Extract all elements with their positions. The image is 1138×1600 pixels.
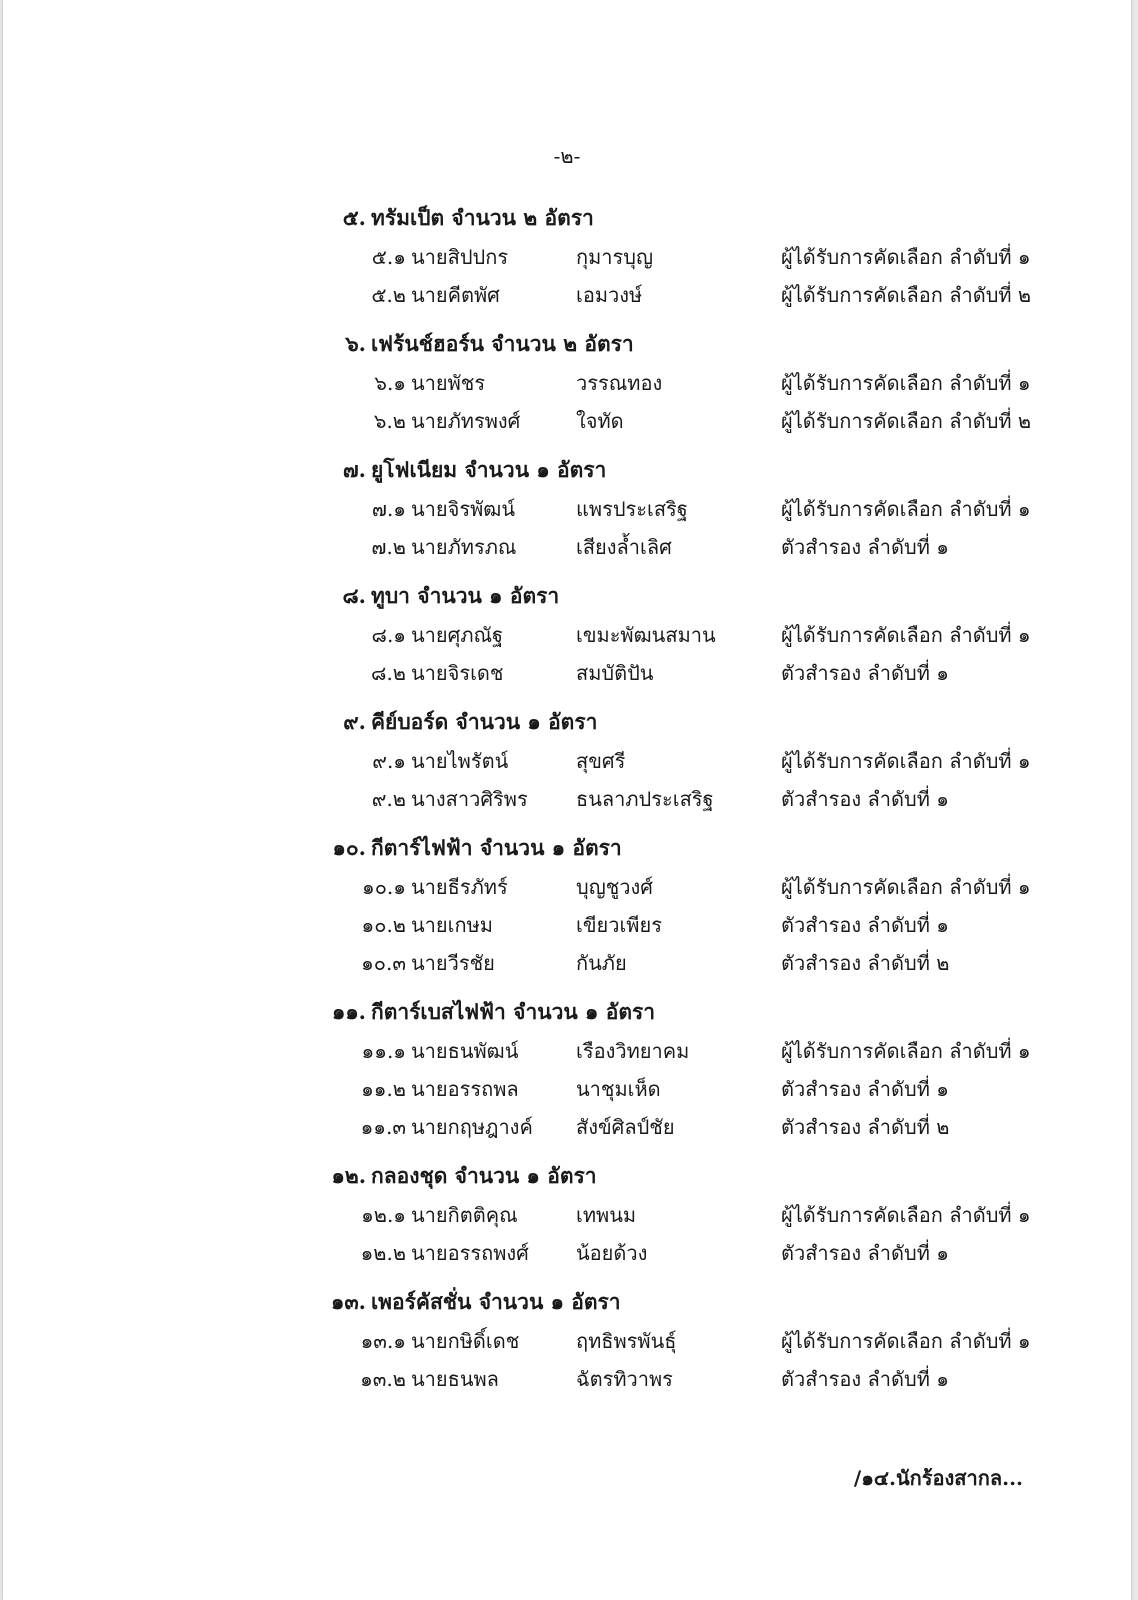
candidate-last-name: ฉัตรทิวาพร (576, 1367, 673, 1391)
candidate-row (3, 1234, 1131, 1272)
candidate-row (3, 742, 1131, 780)
candidate-row (3, 1070, 1131, 1108)
position-section (3, 198, 1131, 314)
section-number: ๕. (342, 205, 366, 230)
candidate-first-name: นายจิรเดช (411, 661, 504, 685)
candidate-number: ๕.๒ (371, 283, 406, 307)
candidate-number: ๑๒.๒ (360, 1241, 406, 1265)
candidate-row (3, 1032, 1131, 1070)
section-title: ยูโฟเนียม จำนวน ๑ อัตรา (371, 457, 607, 482)
candidate-last-name: สังข์ศิลป์ชัย (576, 1115, 675, 1139)
candidate-status: ตัวสำรอง ลำดับที่ ๑ (781, 1077, 949, 1101)
candidate-first-name: นายภัทรพงศ์ (411, 409, 521, 433)
section-heading (3, 324, 1131, 364)
candidate-row (3, 1322, 1131, 1360)
candidate-last-name: นาชุมเห็ด (576, 1077, 661, 1101)
candidate-first-name: นายจิรพัฒน์ (411, 497, 516, 521)
candidate-row (3, 490, 1131, 528)
candidate-first-name: นายกิตติคุณ (411, 1203, 518, 1227)
candidate-status: ผู้ได้รับการคัดเลือก ลำดับที่ ๑ (781, 371, 1031, 395)
candidate-last-name: วรรณทอง (576, 371, 663, 395)
candidate-first-name: นายไพรัตน์ (411, 749, 509, 773)
candidate-status: ผู้ได้รับการคัดเลือก ลำดับที่ ๑ (781, 749, 1031, 773)
position-section (3, 324, 1131, 440)
section-number: ๘. (342, 583, 366, 608)
section-heading (3, 576, 1131, 616)
candidate-last-name: เขียวเพียร (576, 913, 662, 937)
candidate-number: ๗.๑ (371, 497, 406, 521)
candidate-status: ตัวสำรอง ลำดับที่ ๒ (781, 951, 950, 975)
section-title: กีตาร์ไฟฟ้า จำนวน ๑ อัตรา (371, 835, 622, 860)
section-number: ๑๑. (332, 999, 366, 1024)
candidate-first-name: นายธนพัฒน์ (411, 1039, 519, 1063)
candidate-number: ๖.๒ (373, 409, 406, 433)
section-number: ๗. (342, 457, 366, 482)
candidate-number: ๙.๒ (371, 787, 406, 811)
candidate-last-name: สุขศรี (576, 749, 626, 773)
candidate-first-name: นายเกษม (411, 913, 493, 937)
candidate-last-name: แพรประเสริฐ (576, 497, 688, 521)
candidate-last-name: กุมารบุญ (576, 245, 654, 269)
candidate-row (3, 364, 1131, 402)
page-number: -๒- (553, 144, 581, 168)
candidate-last-name: ใจทัด (576, 409, 624, 433)
section-title: ทูบา จำนวน ๑ อัตรา (371, 583, 560, 608)
candidate-status: ตัวสำรอง ลำดับที่ ๑ (781, 535, 949, 559)
candidate-status: ผู้ได้รับการคัดเลือก ลำดับที่ ๑ (781, 1203, 1031, 1227)
section-title: เพอร์คัสชั่น จำนวน ๑ อัตรา (371, 1289, 621, 1314)
candidate-last-name: เทพนม (576, 1203, 637, 1227)
candidate-first-name: นายสิปปกร (411, 245, 509, 269)
candidate-status: ผู้ได้รับการคัดเลือก ลำดับที่ ๑ (781, 875, 1031, 899)
candidate-number: ๖.๑ (374, 371, 406, 395)
candidate-first-name: นายอรรถพงศ์ (411, 1241, 529, 1265)
candidate-first-name: นายวีรชัย (411, 951, 495, 975)
candidate-status: ตัวสำรอง ลำดับที่ ๒ (781, 1115, 950, 1139)
candidate-row (3, 402, 1131, 440)
document-page (3, 0, 1131, 1600)
candidate-status: ผู้ได้รับการคัดเลือก ลำดับที่ ๑ (781, 497, 1031, 521)
candidate-number: ๕.๑ (371, 245, 406, 269)
section-number: ๑๒. (331, 1163, 366, 1188)
section-number: ๑๓. (331, 1289, 366, 1314)
candidate-first-name: นายกฤษฎางค์ (411, 1115, 533, 1139)
candidate-row (3, 868, 1131, 906)
section-heading (3, 1282, 1131, 1322)
candidate-row (3, 780, 1131, 818)
candidate-row (3, 276, 1131, 314)
candidate-status: ผู้ได้รับการคัดเลือก ลำดับที่ ๑ (781, 1329, 1031, 1353)
candidate-number: ๑๓.๒ (360, 1367, 406, 1391)
candidate-row (3, 944, 1131, 982)
section-number: ๙. (343, 709, 366, 734)
section-title: เฟร้นช์ฮอร์น จำนวน ๒ อัตรา (371, 331, 634, 356)
candidate-first-name: นายพัชร (411, 371, 486, 395)
section-heading (3, 450, 1131, 490)
candidate-row (3, 1196, 1131, 1234)
candidate-first-name: นางสาวศิริพร (411, 787, 528, 811)
candidate-first-name: นายคีตพัศ (411, 283, 500, 307)
candidate-row (3, 528, 1131, 566)
candidate-row (3, 906, 1131, 944)
candidate-status: ผู้ได้รับการคัดเลือก ลำดับที่ ๑ (781, 245, 1031, 269)
candidate-last-name: ธนลาภประเสริฐ (576, 787, 714, 811)
candidate-last-name: เสียงล้ำเลิศ (576, 535, 672, 559)
candidate-status: ผู้ได้รับการคัดเลือก ลำดับที่ ๑ (781, 1039, 1031, 1063)
position-section (3, 702, 1131, 818)
candidate-number: ๑๑.๓ (360, 1115, 406, 1139)
candidate-row (3, 1108, 1131, 1146)
candidate-last-name: เรืองวิทยาคม (576, 1039, 690, 1063)
candidate-number: ๘.๑ (371, 623, 406, 647)
candidate-row (3, 616, 1131, 654)
candidate-row (3, 238, 1131, 276)
candidate-status: ตัวสำรอง ลำดับที่ ๑ (781, 661, 949, 685)
section-number: ๑๐. (332, 835, 366, 860)
section-heading (3, 198, 1131, 238)
position-section (3, 450, 1131, 566)
section-heading (3, 702, 1131, 742)
candidate-number: ๑๑.๑ (361, 1039, 406, 1063)
candidate-row (3, 1360, 1131, 1398)
candidate-last-name: ฤทธิพรพันธุ์ (576, 1329, 677, 1353)
candidate-first-name: นายธีรภัทร์ (411, 875, 508, 899)
candidate-last-name: เขมะพัฒนสมาน (576, 623, 716, 647)
section-title: คีย์บอร์ด จำนวน ๑ อัตรา (371, 709, 598, 734)
candidate-last-name: บุญชูวงศ์ (576, 875, 654, 899)
section-heading (3, 828, 1131, 868)
section-heading (3, 1156, 1131, 1196)
candidate-status: ตัวสำรอง ลำดับที่ ๑ (781, 787, 949, 811)
position-section (3, 1282, 1131, 1398)
candidate-number: ๑๐.๓ (361, 951, 406, 975)
candidate-status: ตัวสำรอง ลำดับที่ ๑ (781, 913, 949, 937)
position-section (3, 992, 1131, 1146)
candidate-first-name: นายกษิดิ์เดช (411, 1329, 520, 1353)
candidate-number: ๑๓.๑ (360, 1329, 406, 1353)
candidate-first-name: นายอรรถพล (411, 1077, 519, 1101)
candidate-last-name: กันภัย (576, 951, 627, 975)
candidate-row (3, 654, 1131, 692)
candidate-last-name: เอมวงษ์ (576, 283, 643, 307)
candidate-number: ๑๐.๑ (362, 875, 406, 899)
candidate-number: ๙.๑ (372, 749, 406, 773)
section-title: กีตาร์เบสไฟฟ้า จำนวน ๑ อัตรา (371, 999, 656, 1024)
selection-list (3, 198, 1131, 1408)
position-section (3, 576, 1131, 692)
candidate-last-name: น้อยด้วง (576, 1241, 648, 1265)
candidate-last-name: สมบัติปัน (576, 661, 654, 685)
position-section (3, 828, 1131, 982)
candidate-number: ๘.๒ (371, 661, 406, 685)
candidate-first-name: นายภัทรภณ (411, 535, 517, 559)
section-number: ๖. (345, 331, 366, 356)
candidate-first-name: นายศุภณัฐ (411, 623, 504, 647)
candidate-number: ๑๐.๒ (361, 913, 406, 937)
candidate-number: ๑๒.๑ (361, 1203, 406, 1227)
candidate-status: ตัวสำรอง ลำดับที่ ๑ (781, 1241, 949, 1265)
candidate-first-name: นายธนพล (411, 1367, 499, 1391)
candidate-status: ผู้ได้รับการคัดเลือก ลำดับที่ ๒ (781, 409, 1032, 433)
position-section (3, 1156, 1131, 1272)
continuation-note: /๑๔.นักร้องสากล... (853, 1466, 1023, 1490)
candidate-number: ๑๑.๒ (361, 1077, 406, 1101)
section-title: ทรัมเป็ต จำนวน ๒ อัตรา (371, 205, 594, 230)
candidate-status: ผู้ได้รับการคัดเลือก ลำดับที่ ๑ (781, 623, 1031, 647)
candidate-number: ๗.๒ (371, 535, 406, 559)
candidate-status: ผู้ได้รับการคัดเลือก ลำดับที่ ๒ (781, 283, 1032, 307)
candidate-status: ตัวสำรอง ลำดับที่ ๑ (781, 1367, 949, 1391)
section-title: กลองชุด จำนวน ๑ อัตรา (371, 1163, 597, 1188)
section-heading (3, 992, 1131, 1032)
